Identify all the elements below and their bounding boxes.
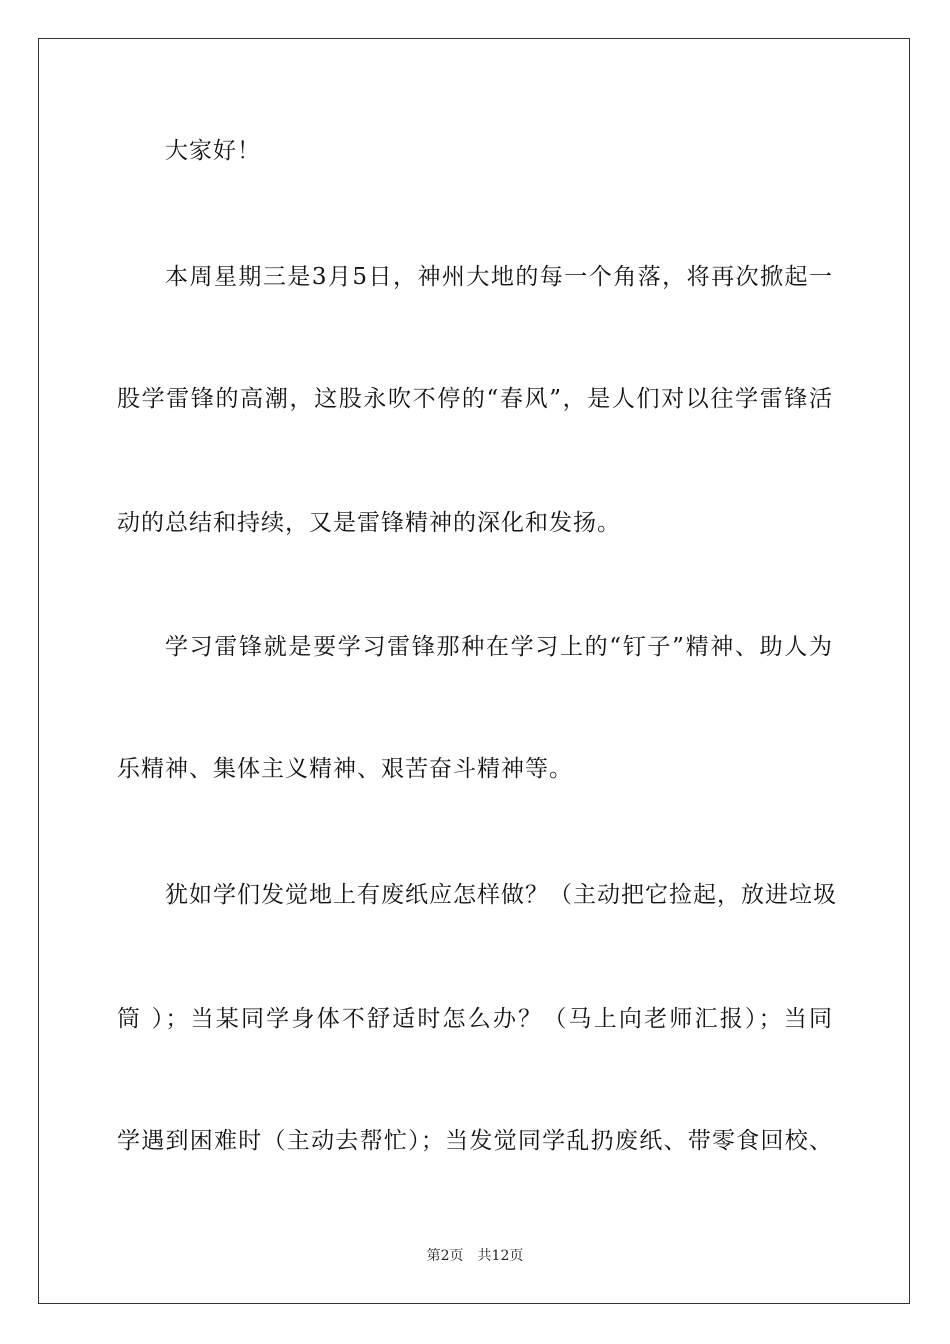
page-number: 第2页 [426,1248,464,1264]
text-line: 犹如学们发觉地上有废纸应怎样做？（主动把它捡起，放进垃圾 [165,882,837,908]
text-line: 股学雷锋的高潮，这股永吹不停的“春风”，是人们对以往学雷锋活 [117,386,833,412]
page-total: 共12页 [477,1248,524,1264]
text-line: 本周星期三是3月5日，神州大地的每一个角落，将再次掀起一 [165,264,833,290]
text-line: 动的总结和持续，又是雷锋精神的深化和发扬。 [117,510,621,536]
text-line: 筒 ）；当某同学身体不舒适时怎么办？（马上向老师汇报）；当同 [117,1006,833,1032]
page-footer [0,1247,950,1265]
page-border [38,38,910,1304]
text-line: 学遇到困难时（主动去帮忙）；当发觉同学乱扔废纸、带零食回校、 [117,1128,833,1154]
text-line: 学习雷锋就是要学习雷锋那种在学习上的“钉子”精神、助人为 [165,634,833,660]
text-line: 乐精神、集体主义精神、艰苦奋斗精神等。 [117,756,573,782]
text-line: 大家好！ [165,138,261,164]
